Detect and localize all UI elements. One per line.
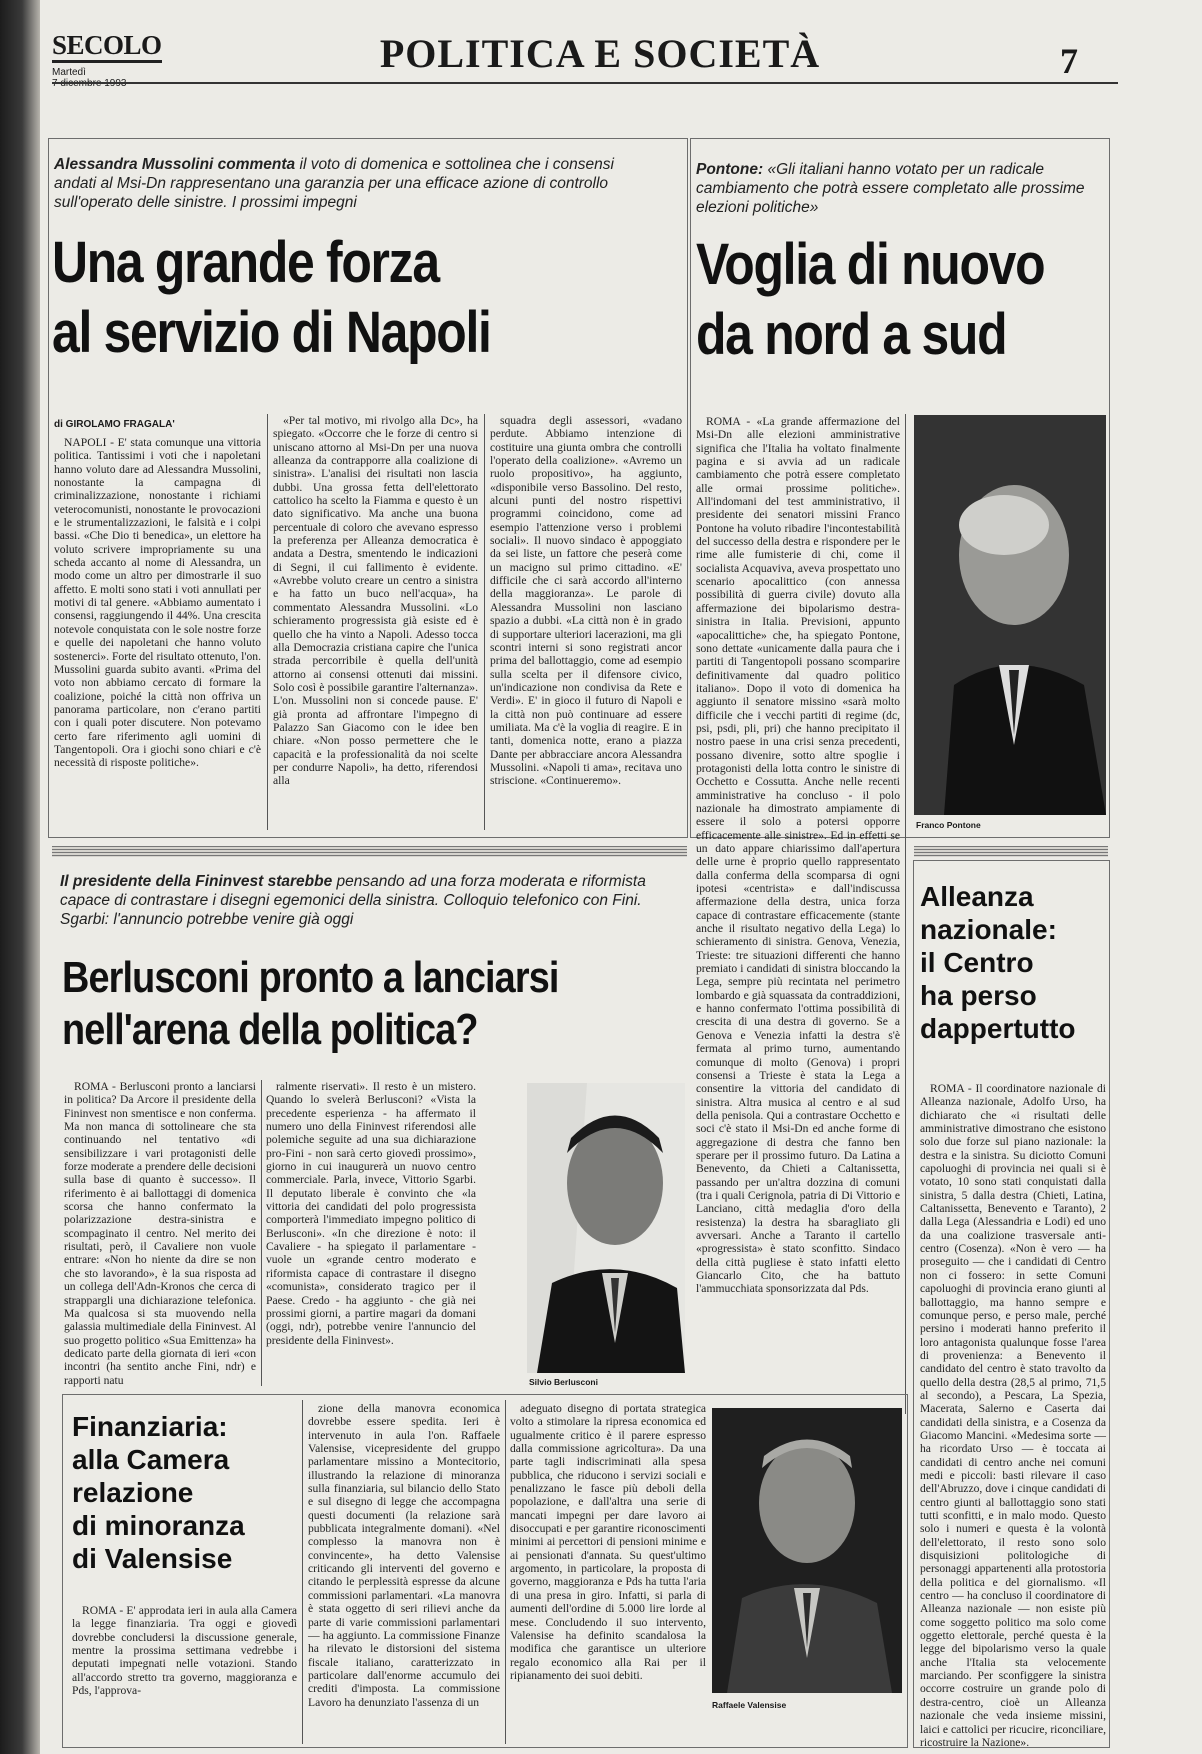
column-rule	[505, 1400, 506, 1744]
issue-day: Martedì	[52, 67, 86, 78]
article-pontone-body: ROMA - «La grande affermazione del Msi-Dn alle elezioni amministrative significa che l'Italia ha voltato finalmente pagina e si avvia ad un radicale cambiamento che potrà essere completato alle ormai prossime politiche». All'indomani del test amministrativo, il presidente dei senatori missini Franco Pontone ha voluto ribadire l'incontestabilità del successo della destra e rispondere per le rime alle fumisterie di chi, come il socialista Acquaviva, aveva prospettato uno scenario apocalittico (con annessa possibilità di guerra civile) dovuto alla affermazione dei bipolarismo destra-sinistra in Italia. Previsioni, appunto «apocalittiche» che, ha spiegato Pontone, sono dettate «unicamente dalla paura che i partiti di Tangentopoli possano scomparire definitivamente dal quadro politico italiano». Dopo il voto di domenica ha aggiunto il senatore missino «sarà molto difficile che i vecchi partiti di regime (dc, psi, psdi, pli, pri) che hanno precipitato il nostro paese in una crisi senza precedenti, possano divenire, sotto altre spoglie i protagonisti della lotta contro le sinistre di Occhetto e Cossutta. Anche nelle recenti amministrative ha concluso - il polo nazionale ha dimostrato ampiamente di essere il solo a potersi opporre efficacemente alle sinistre». Ed in effetti se un dato appare chiarissimo dall'apertura delle urne è proprio quello rappresentato dalla conferma della scomparsa di ogni ipotesi «centrista» e dall'indiscussa affermazione della destra, unica forza capace di contrastare efficacemente (stante anche il risultato negativo della Lega) lo schieramento di sinistra. Genova, Venezia, Trieste: tre situazioni differenti che hanno premiato i candidati di sinistra bloccando la Lega, sempre più recintata nel perimetro lombardo e già squassata da contraddizioni, e hanno confermato l'ottima possibilità di crescita di una destra di governo. Se a Genova e Venezia infatti la destra s'è fermata al primo turno, aumentando comunque di molto (Genova) i propri consensi a Trieste è stata la Lega a consentire la vittoria del candidato di sinistra. Altra musica al centro e al sud della penisola. Qui a contrastare Occhetto e soci c'è stato il Msi-Dn ed anche forme di aggregazione di destra che fanno ben sperare per il prossimo futuro. Da Latina a Benevento, da Chieti a Caltanissetta, passando per un'altra dozzina di comuni (tra i quali Cerignola, patria di Di Vittorio e Lanciano, città medaglia d'oro della resistenza) la destra ha sbaragliato gli avversari. Anche a Taranto il cartello «progressista» è stato sconfitto. Sindaco della città pugliese è stato infatti eletto Giancarlo Cito, che ha battuto l'ammucchiata sponsorizzata dal Pds.	[696, 415, 900, 1296]
photo-caption: Raffaele Valensise	[712, 1700, 787, 1710]
article-finanziaria-col-1: ROMA - E' approdata ieri in aula alla Camera la legge finanziaria. Tra oggi e giovedì dovrebbe concludersi la discussione generale, mentre la prossima settimana vedrebbe i deputati impegnati nelle votazioni. Stando all'accordo stretto tra governo, maggioranza e Pds, l'approva-	[72, 1604, 297, 1698]
article-pontone-headline	[696, 230, 1100, 370]
article-alleanza-body: ROMA - Il coordinatore nazionale di Alleanza nazionale, Adolfo Urso, ha dichiarato che «i risultati delle amministrative dimostrano che esistono solo due forze sul piano nazionale: la destra e la sinistra. Su diciotto Comuni capoluoghi di provincia nei quali si è votato, 10 sono stati conquistati dalla sinistra, 5 dalla destra (Chieti, Latina, Caltanissetta, Benevento e Taranto), 2 dalla Lega (Alessandria e Lodi) ed uno da una coalizione trasversale anti-centro (Cosenza). «Non è vero — ha proseguito — che i candidati di Centro non ci fossero: in sette Comuni capoluoghi di provincia erano giunti al ballottaggio, ma hanno sempre e comunque perso, e perso male, perché persino i moderati hanno preferito il loro antagonista qualunque fosse l'area di provenienza: a Benevento il candidato del centro è stato travolto da quello della destra (28,5 al primo, 71,5 al secondo), a Pescara, La Spezia, Macerata, Salerno e Caserta dai candidati della sinistra, e a Cosenza da Giacomo Mancini. «Medesima sorte — ha ricordato Urso — è toccata ai candidati di centro anche nei comuni medi e piccoli: basti rilevare il caso dell'Abruzzo, dove i cinque candidati di centro giunti al ballottaggio sono stati tutti sconfitti, e in malo modo. Questo solo i numeri e questa è la volontà dell'elettorato, il resto sono solo disquisizioni politologiche di personaggi appartenenti alla protostoria della politica e del giornalismo. «Il centro — ha concluso il coordinatore di Alleanza nazionale — non esiste più come soggetto politico ma solo come oggetto elettorale, perché questa è la legge del bipolarismo verso la quale anche l'Italia sta velocemente marciando. Per sconfiggere la sinistra occorre costruire un grande polo di destra-centro, cioè un Alleanza nazionale che veda insieme missini, laici e cattolici per ricucire, riconciliare, ricostruire la Nazione».	[920, 1082, 1106, 1749]
headline-line: il Centro	[920, 947, 1034, 978]
pontone-photo	[914, 415, 1106, 815]
valensise-portrait-image	[712, 1408, 902, 1693]
kicker-lead: Alessandra Mussolini commenta	[54, 156, 296, 173]
newspaper-page	[40, 0, 1202, 1754]
kicker-lead: Pontone:	[696, 161, 764, 178]
headline-line: da nord a sud	[696, 302, 1007, 367]
kicker-text: «Gli italiani hanno votato per un radicale cambiamento che potrà essere completato alle prossime elezioni politiche»	[696, 161, 1085, 216]
kicker-lead: Il presidente della Fininvest starebbe	[60, 873, 333, 890]
kicker-text: pensando ad una forza moderata e riformista capace di contrastare i disegni egemonici della sinistra. Colloquio telefonico con Fini. Sgarbi: l'annuncio potrebbe venire già oggi	[60, 873, 646, 928]
berlusconi-photo	[527, 1083, 685, 1373]
column-rule	[302, 1400, 303, 1744]
article-finanziaria-col-3: adeguato disegno di portata strategica volto a stimolare la ripresa economica ed ugualmente critico è il parere espresso dalla commissione agricoltura». Da una parte tagli indiscriminati alla spesa pubblica, che riducono i servizi sociali e penalizzano le fasce più deboli della popolazione, e dall'altra una serie di mancati impegni per dare lavoro ai disoccupati e per garantire riconoscimenti minimi ai percettori di pensioni minime e ai pensionati d'annata. Su quest'ultimo argomento, in particolare, la proposta di governo, maggioranza e Pds ha tutta l'aria di una presa in giro. Infatti, si parla di aumenti dell'ordine di 5.000 lire lorde al mese. Concludendo il suo intervento, Valensise ha definito scandalosa la modifica che garantisce un ulteriore regalo economico alla Rai per il ripianamento dei suoi debiti.	[510, 1402, 706, 1682]
photo-caption: Franco Pontone	[916, 820, 981, 830]
byline: di GIROLAMO FRAGALA'	[54, 419, 175, 430]
masthead-logo: SECOLO	[52, 30, 162, 63]
article-mussolini-col-1: NAPOLI - E' stata comunque una vittoria politica. Tantissimi i voti che i napoletani hanno voluto dare ad Alessandra Mussolini, nonostante la campagna di criminalizzazione, nonostante i richiami veterocomunisti, nonostante le provocazioni e le strumentalizzazioni, le falsità e i colpi bassi. «Che Dio ti benedica», un elettore ha voluto scrivere impropriamente su una scheda accanto al nome di Alessandra, un modo come un altro per dimostrarle il suo affetto. E molti sono stati i voti annullati per motivi di tal genere. «Abbiamo aumentato i consensi, raggiungendo il 44%. Una crescita notevole conquistata con le sole nostre forze e quelle dei napoletani che hanno voluto sostenerci». Forte del risultato ottenuto, l'on. Mussolini guarda subito avanti. «Prima del voto non abbiamo cercato di formare la coalizione, poiché la città non offriva un panorama particolare, non c'erano partiti con i quali poter discutere. Non potevamo certo fare riferimento agli uomini di Tangentopoli. Ora i giochi sono chiari e c'è necessità di risposte politiche».	[54, 436, 261, 770]
section-divider	[52, 846, 687, 857]
article-mussolini-headline	[52, 228, 585, 368]
headline-line: Finanziaria:	[72, 1411, 228, 1442]
headline-line: Alleanza	[920, 881, 1034, 912]
headline-line: nell'arena della politica?	[62, 1005, 478, 1054]
headline-line: relazione	[72, 1477, 194, 1508]
headline-line: Una grande forza	[52, 230, 439, 295]
article-mussolini-col-3: squadra degli assessori, «vadano perdute. Abbiamo intenzione di costituire una giunta ombra che controlli l'operato della coalizione». «Avremo un ruolo propositivo», ha aggiunto, «disponibile verso Bassolino. Del resto, alcuni punti del nostro rispettivi programmi coincidono, come ad esempio l'attenzione verso i problemi sociali». Il nuovo sindaco è appoggiato da sei liste, un fattore che peserà come un macigno sul primo cittadino. «E' difficile che ci sarà accordo all'interno della maggioranza». Le parole di Alessandra Mussolini non lasciano spazio a dubbi. «La città non è in grado di supportare ulteriori lacerazioni, ma gli scontri interni si sono registrati ancor prima del ballottaggio, come ad esempio sulla scelta per il difensore civico, un'indicazione non condivisa da Rete e Verdi». E' in gioco il futuro di Napoli e la città non può continuare ad essere umiliata. Ma c'è la voglia di reagire. E in tanti, domenica notte, erano a piazza Dante per abbracciare ancora Alessandra Mussolini. «Napoli ti ama», recitava uno striscione. «Continueremo».	[490, 414, 682, 788]
article-berlusconi-col-2: ralmente riservati». Il resto è un mistero. Quando lo svelerà Berlusconi? «Vista la precedente esperienza - ha affermato il numero uno della Fininvest riferendosi alle polemiche seguite ad una sua dichiarazione pro-Fini - non sarà certo giovedì prossimo», giorno in cui inaugurerà un nuovo centro commerciale. Parla, invece, Vittorio Sgarbi. Il deputato liberale è convinto che «la vittoria dei candidati del polo progressista comporterà l'immediato impegno politico di Berlusconi». «In che direzione è noto: il Cavaliere - ha spiegato il parlamentare - vuole un «grande centro moderato e riformista capace di contrastare il disegno «comunista», considerato tragico per il Paese. Credo - ha aggiunto - che già nei prossimi giorni, a partire magari da domani (oggi, ndr), potrebbe venire l'annuncio del presidente della Fininvest».	[266, 1080, 476, 1347]
article-pontone-kicker	[696, 160, 1086, 217]
section-title: POLITICA E SOCIETÀ	[379, 31, 821, 76]
valensise-photo	[712, 1408, 902, 1693]
column-rule	[905, 414, 906, 1414]
column-rule	[261, 1080, 262, 1386]
column-rule	[267, 414, 268, 830]
article-alleanza-headline	[920, 880, 1106, 1045]
article-finanziaria-headline	[72, 1410, 292, 1575]
headline-line: al servizio di Napoli	[52, 300, 491, 365]
headline-line: Voglia di nuovo	[696, 232, 1045, 297]
article-berlusconi-kicker	[60, 872, 680, 929]
article-finanziaria-col-2: zione della manovra economica dovrebbe essere spedita. Ieri è intervenuto in aula l'on. Raffaele Valensise, vicepresidente del gruppo parlamentare missino a Montecitorio, illustrando la relazione di minoranza sulla finanziaria, sul bilancio dello Stato e sul disegno di legge che accompagna questi documenti (la relazione sarà pubblicata integralmente domani). «Nel complesso la manovra non è convincente», ha detto Valensise criticando gli interventi del governo e citando le perplessità espresse da alcune commissioni parlamentari. «La manovra è stata oggetto di seri rilievi anche da parte di varie commissioni parlamentari — ha aggiunto. La commissione Finanze ha rilevato le distorsioni del sistema fiscale italiano, caratterizzato in particolare dall'enorme accumulo dei crediti d'imposta. La commissione Lavoro ha denunziato l'assenza di un	[308, 1402, 500, 1709]
section-divider	[914, 846, 1108, 857]
masthead	[52, 30, 192, 89]
article-berlusconi-col-1: ROMA - Berlusconi pronto a lanciarsi in politica? Da Arcore il presidente della Fininvest non smentisce e non conferma. Ma non manca di sottolineare che sta continuando nel tentativo «di sensibilizzare i vari protagonisti delle forze moderate a prendere delle decisioni sulla base di quanto è successo». Il riferimento è ai ballottaggi di domenica scorsa che hanno confermato la polarizzazione destra-sinistra e scompaginato il centro. Nel merito dei risultati, però, il Cavaliere non vuole entrare: «Non ho niente da dire se non che sto lavorando», è la sua risposta ad un collega dell'Adn-Kronos che cerca di strappargli una dichiarazione telefonica. Ma qualcosa si sta muovendo nella galassia multimediale della Fininvest. Al suo progetto politico «Sua Emittenza» ha dedicato parte della giornata di ieri «con incontri (ha sentito anche Fini, ndr) e rapporti natu	[64, 1080, 256, 1387]
headline-line: di minoranza	[72, 1510, 245, 1541]
headline-line: ha perso	[920, 980, 1037, 1011]
article-mussolini-col-2: «Per tal motivo, mi rivolgo alla Dc», ha spiegato. «Occorre che le forze di centro si uniscano attorno al Msi-Dn per una nuova alleanza da contrapporre alla coalizione di sinistra». L'analisi dei risultati non lascia dubbi. Una grossa fetta dell'elettorato cattolico ha scelto la Fiamma e questo è un dato significativo. Ma anche una buona percentuale di coloro che avevano espresso la preferenza per Alleanza democratica è andata a Destra, smentendo le indicazioni di Segni, il cui fallimento è evidente. «Avrebbe voluto creare un centro a sinistra e ha fatto un buco nell'acqua», ha commentato Alessandra Mussolini. «Lo schieramento progressista già esiste ed è quello che ha vinto a Napoli. Adesso tocca alla Democrazia cristiana capire che l'unica strada percorribile è quella dell'unità attorno ai consensi ottenuti dai missini. Solo così è possibile garantire l'alternanza». L'on. Mussolini non si concede pause. E' già pronta ad affrontare l'impegno di Palazzo San Giacomo con le idee ben chiare. «Non posso permettere che le capacità e la professionalità da noi scelte per condurre Napoli», ha detto, riferendosi alla	[273, 414, 478, 788]
kicker-text: il voto di domenica e sottolinea che i consensi andati al Msi-Dn rappresentano una garanzia per una efficace azione di controllo sull'operato delle sinistre. I prossimi impegni	[54, 156, 614, 211]
column-rule	[484, 414, 485, 830]
header-rule	[52, 82, 1118, 84]
article-berlusconi-headline	[62, 952, 664, 1056]
headline-line: Berlusconi pronto a lanciarsi	[62, 953, 559, 1002]
article-mussolini-kicker	[54, 155, 654, 212]
headline-line: di Valensise	[72, 1543, 233, 1574]
headline-line: nazionale:	[920, 914, 1057, 945]
headline-line: alla Camera	[72, 1444, 230, 1475]
headline-line: dappertutto	[920, 1013, 1076, 1044]
berlusconi-portrait-image	[527, 1083, 685, 1373]
pontone-portrait-image	[914, 415, 1106, 815]
page-number: 7	[1060, 41, 1078, 81]
book-binding-shadow	[0, 0, 40, 1754]
photo-caption: Silvio Berlusconi	[529, 1377, 598, 1387]
